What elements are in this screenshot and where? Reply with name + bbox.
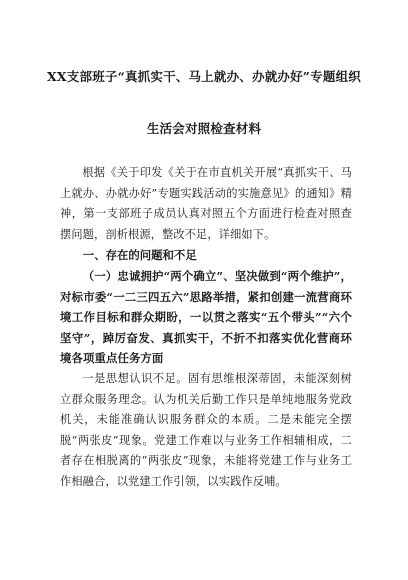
body-paragraph: 一是思想认识不足。固有思维根深蒂固，未能深刻树立群众服务理念。认为机关后勤工作只是单纯地服务党政机关，未能准确认识服务群众的本质。二是未能完全摆脱“两张皮”现象。党建工作难以与业务工作相辅相成，二者存在相脱离的“两张皮”现象，未能将党建工作与业务工作相融合，以党建工作引领，以实践作反哺。 [60,371,352,488]
document-title-line-1: XX支部班子“真抓实干、马上就办、办就办好”专题组织 [47,69,361,84]
intro-paragraph: 根据《关于印发《关于在市直机关开展“真抓实干、马上就办、办就办好”专题实践活动的实施意见》的通知》精神，第一支部班子成员认真对照五个方面进行检查对照查摆问题，剖析根源，整改不足，详细如下。 [60,166,352,241]
section-heading: 一、存在的问题和不足 [82,248,197,263]
document-title-line-2: 生活会对照检查材料 [146,121,262,136]
document-body [60,163,352,493]
subsection-heading: （一）忠诚拥护“两个确立”、坚决做到“两个维护”，对标市委“一二三四五六”思路举措，紧扣创建一流营商环境工作目标和群众期盼，一以贯之落实“五个带头”“六个坚守”，踔厉奋发、真抓实干，不折不扣落实优化营商环境各项重点任务方面 [60,268,352,366]
